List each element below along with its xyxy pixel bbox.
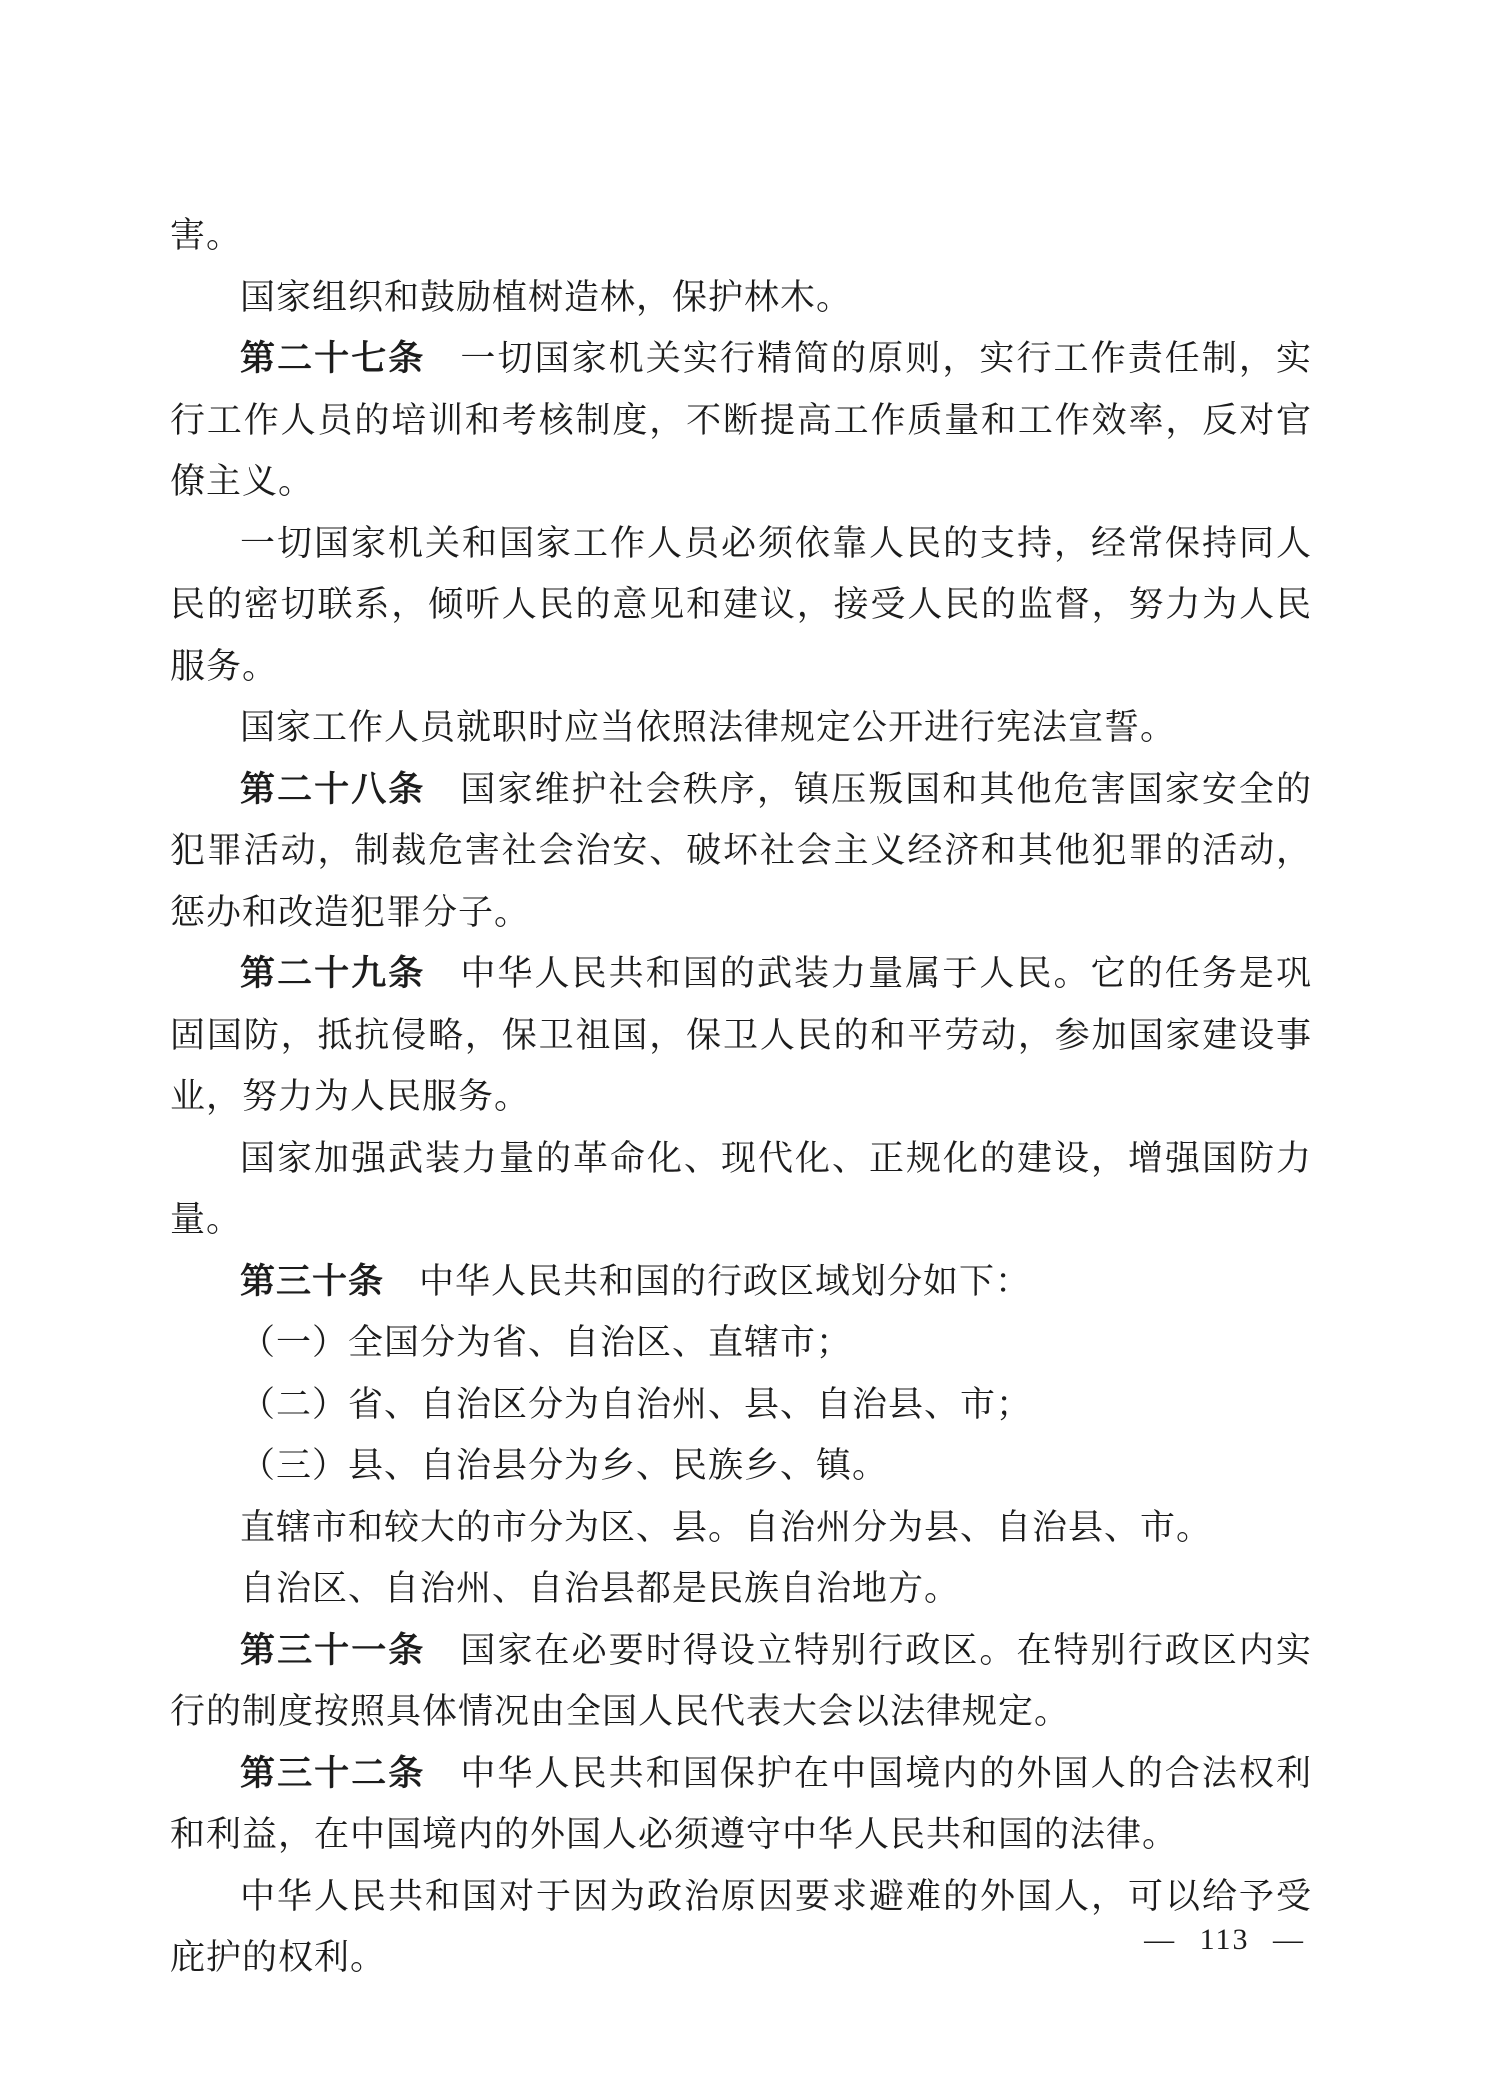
paragraph-text: （三）县、自治县分为乡、民族乡、镇。 — [240, 1446, 889, 1485]
paragraph-text: 国家加强武装力量的革命化、现代化、正规化的建设，增强国防力量。 — [170, 1138, 1312, 1239]
paragraph-text: 中华人民共和国对于因为政治原因要求避难的外国人，可以给予受庇护的权利。 — [170, 1876, 1312, 1977]
paragraph — [170, 1620, 1312, 1743]
page-number: — 113 — — [1144, 1923, 1305, 1956]
paragraph — [170, 697, 1312, 759]
paragraph — [170, 328, 1312, 513]
paragraph-text: 中华人民共和国的行政区域划分如下： — [419, 1261, 1032, 1301]
paragraph — [170, 1128, 1312, 1251]
paragraph-text: 国家工作人员就职时应当依照法律规定公开进行宪法宣誓。 — [240, 708, 1177, 747]
paragraph — [170, 1312, 1312, 1374]
paragraph-text: 国家维护社会秩序，镇压叛国和其他危害国家安全的犯罪活动，制裁危害社会治安、破坏社会主义经济和其他犯罪的活动，惩办和改造犯罪分子。 — [170, 769, 1312, 932]
paragraph-text: 自治区、自治州、自治县都是民族自治地方。 — [240, 1569, 961, 1608]
article-number: 第二十九条 — [240, 954, 426, 993]
paragraph-text: 中华人民共和国的武装力量属于人民。它的任务是巩固国防，抵抗侵略，保卫祖国，保卫人民的和平劳动，参加国家建设事业，努力为人民服务。 — [170, 954, 1312, 1116]
paragraph — [170, 1558, 1312, 1620]
paragraph — [170, 1743, 1312, 1866]
paragraph-text: （二）省、自治区分为自治州、县、自治县、市； — [240, 1384, 1033, 1424]
paragraph-text: 一切国家机关和国家工作人员必须依靠人民的支持，经常保持同人民的密切联系，倾听人民的意见和建议，接受人民的监督，努力为人民服务。 — [170, 523, 1312, 686]
article-number: 第三十二条 — [240, 1753, 426, 1793]
paragraph-text: 一切国家机关实行精简的原则，实行工作责任制，实行工作人员的培训和考核制度，不断提高工作质量和工作效率，反对官僚主义。 — [170, 339, 1312, 501]
paragraph — [170, 1497, 1312, 1559]
paragraph-text: 直辖市和较大的市分为区、县。自治州分为县、自治县、市。 — [240, 1507, 1213, 1547]
article-number: 第二十八条 — [240, 769, 426, 809]
article-number: 第三十一条 — [240, 1630, 426, 1670]
paragraph — [170, 205, 1312, 267]
text-block — [170, 205, 1312, 1989]
paragraph-text: 国家组织和鼓励植树造林，保护林木。 — [240, 277, 853, 317]
paragraph — [170, 1866, 1312, 1989]
paragraph — [170, 1251, 1312, 1313]
page-footer — [1144, 1922, 1305, 1958]
paragraph — [170, 1374, 1312, 1436]
paragraph — [170, 1435, 1312, 1497]
article-number: 第三十条 — [240, 1261, 385, 1301]
paragraph — [170, 513, 1312, 698]
paragraph-text: 中华人民共和国保护在中国境内的外国人的合法权利和利益，在中国境内的外国人必须遵守中华人民共和国的法律。 — [170, 1753, 1312, 1854]
paragraph-text: （一）全国分为省、自治区、直辖市； — [240, 1323, 853, 1362]
paragraph — [170, 267, 1312, 329]
paragraph-text: 害。 — [170, 216, 243, 255]
paragraph — [170, 759, 1312, 944]
paragraph — [170, 943, 1312, 1128]
paragraph-text: 国家在必要时得设立特别行政区。在特别行政区内实行的制度按照具体情况由全国人民代表大会以法律规定。 — [170, 1630, 1312, 1731]
article-number: 第二十七条 — [240, 339, 426, 378]
